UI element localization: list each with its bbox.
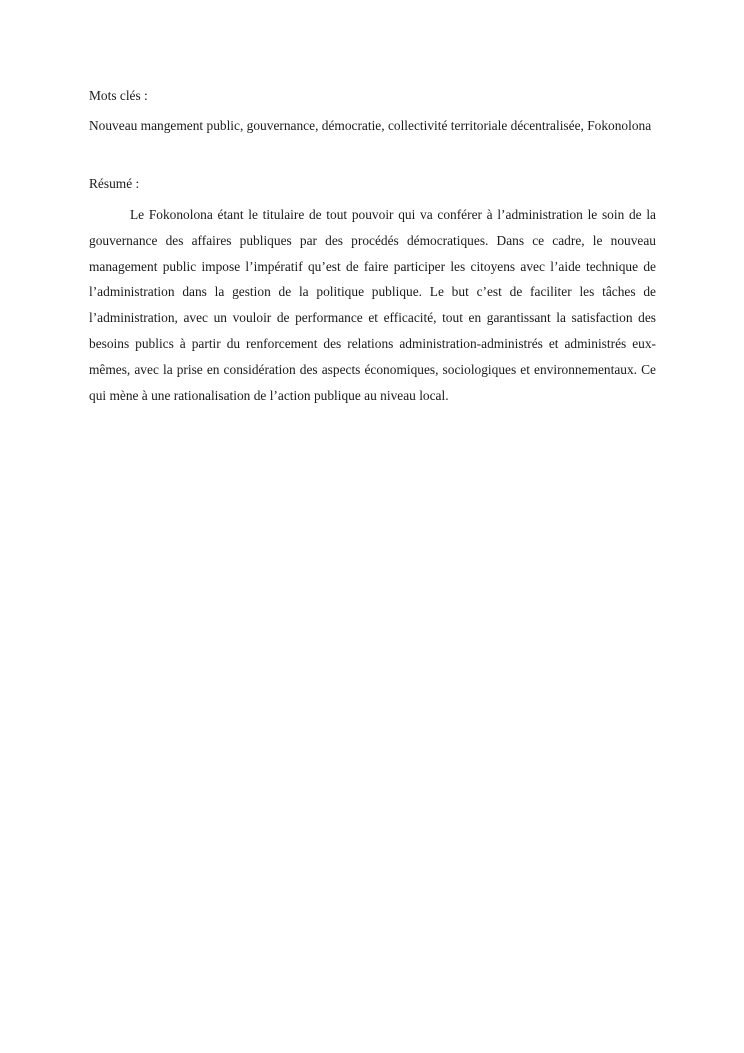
keywords-label: Mots clés :	[89, 88, 148, 103]
keywords-text: Nouveau mangement public, gouvernance, démocratie, collectivité territoriale décentralisée, Fokonolona	[89, 118, 652, 133]
abstract-text: Le Fokonolona étant le titulaire de tout pouvoir qui va conférer à l’administration le soin de la gouvernance des affaires publiques par des procédés démocratiques. Dans ce cadre, le nouveau management public impose l’impératif qu’est de faire participer les citoyens avec l’aide technique de l’administration dans la gestion de la politique publique. Le but c’est de faciliter les tâches de l’administration, avec un vouloir de performance et efficacité, tout en garantissant la satisfaction des besoins publics à partir du renforcement des relations administration-administrés et administrés eux-mêmes, avec la prise en considération des aspects économiques, sociologiques et environnementaux. Ce qui mène à une rationalisation de l’action publique au niveau local.	[89, 207, 656, 403]
page-content	[89, 86, 656, 408]
abstract-label: Résumé :	[89, 176, 140, 191]
